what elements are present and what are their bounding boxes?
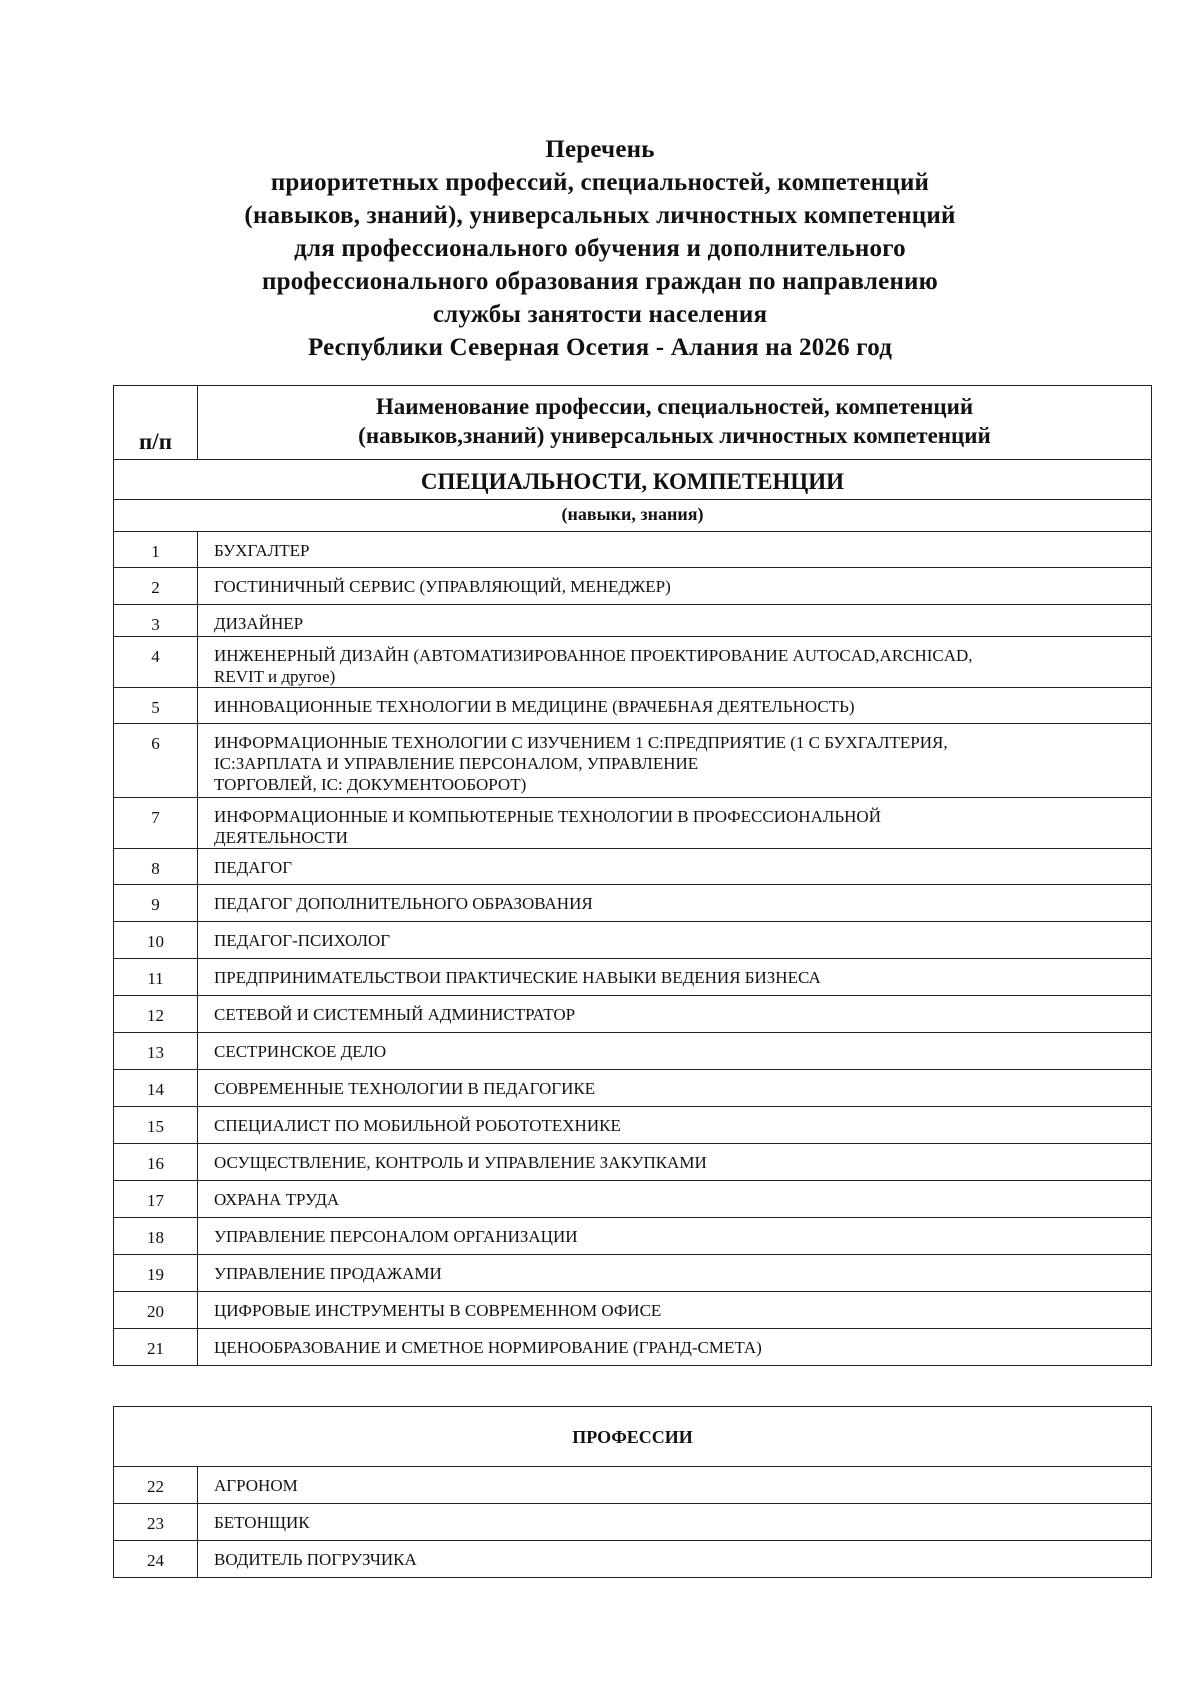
table-row xyxy=(114,1292,1152,1329)
row-name-line: ИННОВАЦИОННЫЕ ТЕХНОЛОГИИ В МЕДИЦИНЕ (ВРАЧЕБНАЯ ДЕЯТЕЛЬНОСТЬ) xyxy=(214,697,855,716)
table-row xyxy=(114,1504,1152,1541)
row-name xyxy=(198,532,1152,568)
row-name-line: УПРАВЛЕНИЕ ПРОДАЖАМИ xyxy=(214,1264,442,1283)
row-name xyxy=(198,688,1152,724)
row-name-line: ЦЕНООБРАЗОВАНИЕ И СМЕТНОЕ НОРМИРОВАНИЕ (ГРАНД-СМЕТА) xyxy=(214,1338,762,1357)
row-name xyxy=(198,798,1152,849)
table-row xyxy=(114,1218,1152,1255)
row-number: 21 xyxy=(114,1329,198,1366)
row-name xyxy=(198,605,1152,637)
row-number: 4 xyxy=(114,637,198,688)
row-name-line: БУХГАЛТЕР xyxy=(214,541,310,560)
title-line: Республики Северная Осетия - Алания на 2026 год xyxy=(307,334,893,361)
section-title: ПРОФЕССИИ xyxy=(114,1407,1152,1467)
row-number: 9 xyxy=(114,885,198,922)
row-number: 3 xyxy=(114,605,198,637)
row-number: 13 xyxy=(114,1033,198,1070)
row-name-line: ПЕДАГОГ ДОПОЛНИТЕЛЬНОГО ОБРАЗОВАНИЯ xyxy=(214,894,593,913)
table-row xyxy=(114,885,1152,922)
row-name-line: ПЕДАГОГ-ПСИХОЛОГ xyxy=(214,931,391,950)
table-row xyxy=(114,849,1152,885)
row-number: 6 xyxy=(114,724,198,798)
row-name-line: СОВРЕМЕННЫЕ ТЕХНОЛОГИИ В ПЕДАГОГИКЕ xyxy=(214,1079,596,1098)
table-row xyxy=(114,798,1152,849)
table-row xyxy=(114,1329,1152,1366)
specialties-table xyxy=(113,385,1152,1366)
table-row xyxy=(114,568,1152,605)
column-header-name-line: Наименование профессии, специальностей, компетенций xyxy=(375,394,974,419)
column-header-name-line: (навыков,знаний) универсальных личностных компетенций xyxy=(358,423,991,448)
row-name xyxy=(198,885,1152,922)
row-number: 10 xyxy=(114,922,198,959)
row-name xyxy=(198,724,1152,798)
table-row xyxy=(114,532,1152,568)
title-line: службы занятости населения xyxy=(432,301,768,328)
row-name xyxy=(198,568,1152,605)
table-row xyxy=(114,1107,1152,1144)
row-number: 24 xyxy=(114,1541,198,1578)
row-name-line: ПЕДАГОГ xyxy=(214,858,293,877)
row-name xyxy=(198,1033,1152,1070)
row-name-line: ИНЖЕНЕРНЫЙ ДИЗАЙН (АВТОМАТИЗИРОВАННОЕ ПРОЕКТИРОВАНИЕ AUTOCAD,ARCHICAD, xyxy=(214,646,973,665)
table-row xyxy=(114,637,1152,688)
row-name xyxy=(198,1218,1152,1255)
row-name xyxy=(198,1292,1152,1329)
row-name xyxy=(198,1107,1152,1144)
table-row xyxy=(114,1181,1152,1218)
table-header-row xyxy=(114,386,1152,460)
section-title-row xyxy=(114,1407,1152,1467)
row-number: 11 xyxy=(114,959,198,996)
row-name xyxy=(198,637,1152,688)
table-row xyxy=(114,1070,1152,1107)
row-name xyxy=(198,996,1152,1033)
title-line: приоритетных профессий, специальностей, компетенций xyxy=(270,169,930,196)
row-number: 2 xyxy=(114,568,198,605)
column-header-name xyxy=(198,386,1152,460)
row-name-line: IC:ЗАРПЛАТА И УПРАВЛЕНИЕ ПЕРСОНАЛОМ, УПРАВЛЕНИЕ xyxy=(214,754,699,773)
row-number: 23 xyxy=(114,1504,198,1541)
section-subtitle-row xyxy=(114,500,1152,532)
row-name xyxy=(198,1070,1152,1107)
row-name-line: REVIT и другое) xyxy=(214,667,336,686)
row-number: 14 xyxy=(114,1070,198,1107)
document-title xyxy=(0,133,1200,364)
section-subtitle: (навыки, знания) xyxy=(114,500,1152,532)
row-name-line: ТОРГОВЛЕЙ, IC: ДОКУМЕНТООБОРОТ) xyxy=(214,775,527,794)
table-row xyxy=(114,1144,1152,1181)
row-name-line: СПЕЦИАЛИСТ ПО МОБИЛЬНОЙ РОБОТОТЕХНИКЕ xyxy=(214,1116,621,1135)
row-number: 15 xyxy=(114,1107,198,1144)
row-name-line: ИНФОРМАЦИОННЫЕ И КОМПЬЮТЕРНЫЕ ТЕХНОЛОГИИ В ПРОФЕССИОНАЛЬНОЙ xyxy=(214,807,881,826)
row-number: 20 xyxy=(114,1292,198,1329)
row-name xyxy=(198,922,1152,959)
title-line: (навыков, знаний), универсальных личностных компетенций xyxy=(244,202,956,229)
row-name-line: АГРОНОМ xyxy=(214,1476,298,1495)
table-row xyxy=(114,996,1152,1033)
row-name xyxy=(198,1467,1152,1504)
row-number: 17 xyxy=(114,1181,198,1218)
row-number: 19 xyxy=(114,1255,198,1292)
row-number: 5 xyxy=(114,688,198,724)
row-name-line: ПРЕДПРИНИМАТЕЛЬСТВОИ ПРАКТИЧЕСКИЕ НАВЫКИ ВЕДЕНИЯ БИЗНЕСА xyxy=(214,968,821,987)
row-number: 1 xyxy=(114,532,198,568)
row-number: 12 xyxy=(114,996,198,1033)
row-name-line: УПРАВЛЕНИЕ ПЕРСОНАЛОМ ОРГАНИЗАЦИИ xyxy=(214,1227,578,1246)
table-row xyxy=(114,1541,1152,1578)
row-name xyxy=(198,959,1152,996)
row-name-line: ОХРАНА ТРУДА xyxy=(214,1190,340,1209)
row-name-line: СЕТЕВОЙ И СИСТЕМНЫЙ АДМИНИСТРАТОР xyxy=(214,1005,576,1024)
column-header-number: п/п xyxy=(114,386,198,460)
row-name-line: ГОСТИНИЧНЫЙ СЕРВИС (УПРАВЛЯЮЩИЙ, МЕНЕДЖЕР) xyxy=(214,577,671,596)
row-name xyxy=(198,1504,1152,1541)
table-row xyxy=(114,1255,1152,1292)
row-name-line: БЕТОНЩИК xyxy=(214,1513,310,1532)
table-row xyxy=(114,688,1152,724)
row-name xyxy=(198,1329,1152,1366)
row-name xyxy=(198,1255,1152,1292)
row-name xyxy=(198,1541,1152,1578)
row-name-line: ДЕЯТЕЛЬНОСТИ xyxy=(214,828,348,847)
row-name-line: ДИЗАЙНЕР xyxy=(214,614,304,633)
row-name-line: ВОДИТЕЛЬ ПОГРУЗЧИКА xyxy=(214,1550,417,1569)
table-row xyxy=(114,922,1152,959)
title-line: для профессионального обучения и дополнительного xyxy=(294,235,906,262)
table-row xyxy=(114,1467,1152,1504)
section-title: СПЕЦИАЛЬНОСТИ, КОМПЕТЕНЦИИ xyxy=(114,460,1152,500)
table-row xyxy=(114,724,1152,798)
row-name-line: ЦИФРОВЫЕ ИНСТРУМЕНТЫ В СОВРЕМЕННОМ ОФИСЕ xyxy=(214,1301,662,1320)
row-name-line: ИНФОРМАЦИОННЫЕ ТЕХНОЛОГИИ С ИЗУЧЕНИЕМ 1 С:ПРЕДПРИЯТИЕ (1 С БУХГАЛТЕРИЯ, xyxy=(214,733,948,752)
row-number: 16 xyxy=(114,1144,198,1181)
table-row xyxy=(114,1033,1152,1070)
row-number: 18 xyxy=(114,1218,198,1255)
row-name xyxy=(198,849,1152,885)
row-number: 22 xyxy=(114,1467,198,1504)
row-number: 7 xyxy=(114,798,198,849)
title-line: профессионального образования граждан по направлению xyxy=(262,268,938,295)
row-number: 8 xyxy=(114,849,198,885)
row-name-line: ОСУЩЕСТВЛЕНИЕ, КОНТРОЛЬ И УПРАВЛЕНИЕ ЗАКУПКАМИ xyxy=(214,1153,707,1172)
table-row xyxy=(114,959,1152,996)
row-name xyxy=(198,1144,1152,1181)
row-name-line: СЕСТРИНСКОЕ ДЕЛО xyxy=(214,1042,387,1061)
section-title-row xyxy=(114,460,1152,500)
row-name xyxy=(198,1181,1152,1218)
title-line: Перечень xyxy=(545,136,655,163)
professions-table xyxy=(113,1406,1152,1578)
table-row xyxy=(114,605,1152,637)
